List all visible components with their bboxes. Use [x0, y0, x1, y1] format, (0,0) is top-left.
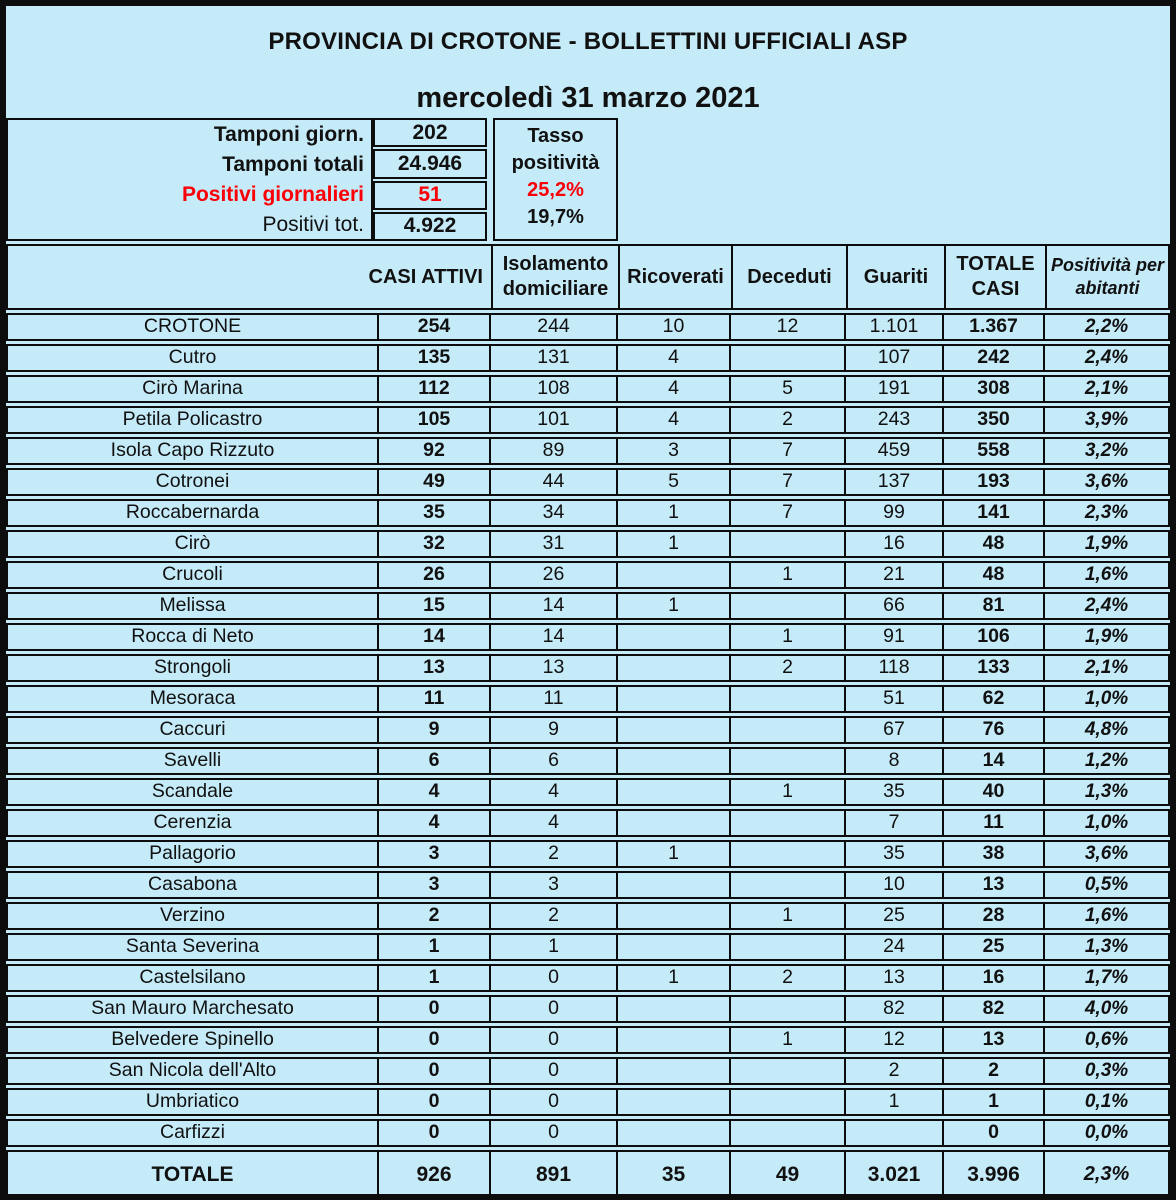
col-header-isolamento: Isolamento domiciliare: [491, 246, 618, 308]
totale-casi-cell: 76: [942, 718, 1043, 743]
table-row: [6, 747, 1170, 776]
ricoverati-cell: 4: [616, 346, 729, 371]
casi-attivi-cell: 254: [377, 315, 489, 340]
table-row: [6, 561, 1170, 590]
tasso-title-line2: positività: [511, 152, 600, 174]
table-total-row: [6, 1150, 1170, 1200]
ricoverati-cell: [616, 687, 729, 712]
casi-attivi-cell: 4: [377, 780, 489, 805]
guariti-cell: 118: [844, 656, 942, 681]
summary-label-tamponi-totali: Tamponi totali: [222, 153, 364, 177]
deceduti-cell: [729, 594, 844, 619]
municipality-cell: Carfizzi: [159, 1121, 225, 1144]
guariti-cell: 1: [844, 1090, 942, 1115]
casi-attivi-cell: 112: [377, 377, 489, 402]
casi-attivi-cell: 35: [377, 501, 489, 526]
casi-attivi-cell: 0: [377, 1059, 489, 1084]
summary-values: [373, 118, 487, 241]
guariti-cell: 82: [844, 997, 942, 1022]
deceduti-cell: [729, 346, 844, 371]
casi-attivi-cell: 0: [377, 997, 489, 1022]
isolamento-cell: 244: [489, 315, 616, 340]
totale-casi-cell: 25: [942, 935, 1043, 960]
deceduti-cell: 1: [729, 563, 844, 588]
summary-block: [6, 118, 1170, 241]
ricoverati-cell: [616, 1028, 729, 1053]
municipality-cell: Verzino: [159, 904, 226, 927]
deceduti-cell: [729, 718, 844, 743]
isolamento-cell: 0: [489, 1059, 616, 1084]
totale-casi-cell: 141: [942, 501, 1043, 526]
table-row: [6, 809, 1170, 838]
isolamento-cell: 11: [489, 687, 616, 712]
deceduti-cell: [729, 842, 844, 867]
guariti-cell: 35: [844, 780, 942, 805]
totale-casi-cell: 13: [942, 873, 1043, 898]
guariti-cell: 8: [844, 749, 942, 774]
deceduti-cell: 1: [729, 625, 844, 650]
positivita-cell: 1,0%: [1043, 687, 1168, 712]
total-positivita-cell: 2,3%: [1043, 1152, 1168, 1198]
ricoverati-cell: 1: [616, 842, 729, 867]
ricoverati-cell: [616, 997, 729, 1022]
col-header-guariti: Guariti: [846, 246, 944, 308]
deceduti-cell: [729, 1090, 844, 1115]
positivita-cell: 1,2%: [1043, 749, 1168, 774]
summary-label-positivi-giornalieri: Positivi giornalieri: [181, 182, 364, 206]
isolamento-cell: 0: [489, 1121, 616, 1146]
municipality-cell: Cirò Marina: [142, 377, 243, 400]
totale-casi-cell: 48: [942, 563, 1043, 588]
col-header-positivita: Positività per abitanti: [1045, 246, 1168, 308]
guariti-cell: 12: [844, 1028, 942, 1053]
total-label-cell: TOTALE: [151, 1162, 234, 1186]
positivita-cell: 0,3%: [1043, 1059, 1168, 1084]
deceduti-cell: 7: [729, 501, 844, 526]
deceduti-cell: 1: [729, 1028, 844, 1053]
municipality-cell: San Nicola dell'Alto: [108, 1059, 277, 1082]
deceduti-cell: [729, 1121, 844, 1146]
tasso-positivita-box: [493, 118, 618, 241]
municipality-cell: Cerenzia: [153, 811, 232, 834]
totale-casi-cell: 62: [942, 687, 1043, 712]
positivita-cell: 1,6%: [1043, 563, 1168, 588]
tasso-daily-rate: 25,2%: [527, 179, 584, 201]
table-row: [6, 1026, 1170, 1055]
isolamento-cell: 2: [489, 842, 616, 867]
positivita-cell: 1,0%: [1043, 811, 1168, 836]
totale-casi-cell: 350: [942, 408, 1043, 433]
table-row: [6, 499, 1170, 528]
table-row: [6, 344, 1170, 373]
casi-attivi-cell: 11: [377, 687, 489, 712]
municipality-cell: Savelli: [163, 749, 222, 772]
isolamento-cell: 14: [489, 594, 616, 619]
ricoverati-cell: [616, 749, 729, 774]
deceduti-cell: 7: [729, 439, 844, 464]
deceduti-cell: 7: [729, 470, 844, 495]
ricoverati-cell: 4: [616, 377, 729, 402]
totale-casi-cell: 28: [942, 904, 1043, 929]
ricoverati-cell: 5: [616, 470, 729, 495]
guariti-cell: 137: [844, 470, 942, 495]
casi-attivi-cell: 9: [377, 718, 489, 743]
table-row: [6, 654, 1170, 683]
ricoverati-cell: [616, 904, 729, 929]
totale-casi-cell: 38: [942, 842, 1043, 867]
guariti-cell: 13: [844, 966, 942, 991]
table-row: [6, 1119, 1170, 1148]
deceduti-cell: [729, 873, 844, 898]
table-row: [6, 1088, 1170, 1117]
ricoverati-cell: 1: [616, 966, 729, 991]
totale-casi-cell: 40: [942, 780, 1043, 805]
municipality-cell: Pallagorio: [149, 842, 236, 865]
deceduti-cell: [729, 935, 844, 960]
ricoverati-cell: [616, 1090, 729, 1115]
deceduti-cell: [729, 687, 844, 712]
isolamento-cell: 101: [489, 408, 616, 433]
municipality-cell: San Mauro Marchesato: [91, 997, 294, 1020]
casi-attivi-cell: 105: [377, 408, 489, 433]
positivita-cell: 2,4%: [1043, 346, 1168, 371]
municipality-cell: Rocca di Neto: [131, 625, 254, 648]
guariti-cell: 25: [844, 904, 942, 929]
summary-value-tamponi-giorn: 202: [373, 118, 487, 147]
cases-table: [6, 244, 1170, 1200]
municipality-cell: Petila Policastro: [122, 408, 263, 431]
casi-attivi-cell: 92: [377, 439, 489, 464]
table-row: [6, 902, 1170, 931]
isolamento-cell: 108: [489, 377, 616, 402]
municipality-cell: Scandale: [151, 780, 234, 803]
table-row: [6, 375, 1170, 404]
isolamento-cell: 31: [489, 532, 616, 557]
deceduti-cell: 2: [729, 966, 844, 991]
casi-attivi-cell: 4: [377, 811, 489, 836]
deceduti-cell: [729, 532, 844, 557]
positivita-cell: 1,9%: [1043, 625, 1168, 650]
positivita-cell: 3,9%: [1043, 408, 1168, 433]
casi-attivi-cell: 1: [377, 966, 489, 991]
positivita-cell: 0,6%: [1043, 1028, 1168, 1053]
guariti-cell: 7: [844, 811, 942, 836]
totale-casi-cell: 14: [942, 749, 1043, 774]
total-isolamento-cell: 891: [489, 1152, 616, 1198]
municipality-cell: Cutro: [168, 346, 217, 369]
positivita-cell: 1,6%: [1043, 904, 1168, 929]
municipality-cell: Roccabernarda: [125, 501, 260, 524]
totale-casi-cell: 242: [942, 346, 1043, 371]
totale-casi-cell: 1: [942, 1090, 1043, 1115]
table-row: [6, 933, 1170, 962]
ricoverati-cell: 3: [616, 439, 729, 464]
municipality-cell: Isola Capo Rizzuto: [110, 439, 275, 462]
casi-attivi-cell: 3: [377, 842, 489, 867]
ricoverati-cell: [616, 656, 729, 681]
positivita-cell: 1,3%: [1043, 780, 1168, 805]
deceduti-cell: 2: [729, 656, 844, 681]
totale-casi-cell: 82: [942, 997, 1043, 1022]
guariti-cell: 67: [844, 718, 942, 743]
totale-casi-cell: 81: [942, 594, 1043, 619]
casi-attivi-cell: 0: [377, 1121, 489, 1146]
ricoverati-cell: [616, 718, 729, 743]
positivita-cell: 0,5%: [1043, 873, 1168, 898]
deceduti-cell: [729, 811, 844, 836]
isolamento-cell: 0: [489, 1090, 616, 1115]
municipality-cell: Belvedere Spinello: [111, 1028, 274, 1051]
guariti-cell: 243: [844, 408, 942, 433]
guariti-cell: 459: [844, 439, 942, 464]
totale-casi-cell: 16: [942, 966, 1043, 991]
col-header-deceduti: Deceduti: [731, 246, 846, 308]
casi-attivi-cell: 15: [377, 594, 489, 619]
totale-casi-cell: 2: [942, 1059, 1043, 1084]
guariti-cell: [844, 1121, 942, 1146]
municipality-cell: Melissa: [159, 594, 226, 617]
isolamento-cell: 3: [489, 873, 616, 898]
positivita-cell: 4,8%: [1043, 718, 1168, 743]
table-row: [6, 1057, 1170, 1086]
bulletin-date: mercoledì 31 marzo 2021: [416, 82, 760, 114]
isolamento-cell: 0: [489, 997, 616, 1022]
totale-casi-cell: 308: [942, 377, 1043, 402]
col-header-totale-casi: TOTALE CASI: [944, 246, 1045, 308]
isolamento-cell: 34: [489, 501, 616, 526]
totale-casi-cell: 133: [942, 656, 1043, 681]
casi-attivi-cell: 14: [377, 625, 489, 650]
totale-casi-cell: 13: [942, 1028, 1043, 1053]
table-row: [6, 468, 1170, 497]
positivita-cell: 0,0%: [1043, 1121, 1168, 1146]
total-deceduti-cell: 49: [729, 1152, 844, 1198]
guariti-cell: 91: [844, 625, 942, 650]
isolamento-cell: 0: [489, 966, 616, 991]
positivita-cell: 2,3%: [1043, 501, 1168, 526]
col-header-ricoverati: Ricoverati: [618, 246, 731, 308]
table-row: [6, 592, 1170, 621]
municipality-cell: Strongoli: [154, 656, 231, 679]
positivita-cell: 2,1%: [1043, 377, 1168, 402]
guariti-cell: 35: [844, 842, 942, 867]
deceduti-cell: 1: [729, 904, 844, 929]
summary-value-positivi-giornalieri: 51: [373, 181, 487, 210]
total-totale-casi-cell: 3.996: [942, 1152, 1043, 1198]
isolamento-cell: 89: [489, 439, 616, 464]
positivita-cell: 3,2%: [1043, 439, 1168, 464]
totale-casi-cell: 0: [942, 1121, 1043, 1146]
casi-attivi-cell: 32: [377, 532, 489, 557]
casi-attivi-cell: 0: [377, 1090, 489, 1115]
casi-attivi-cell: 26: [377, 563, 489, 588]
ricoverati-cell: [616, 873, 729, 898]
total-guariti-cell: 3.021: [844, 1152, 942, 1198]
table-row: [6, 437, 1170, 466]
isolamento-cell: 4: [489, 780, 616, 805]
casi-attivi-cell: 2: [377, 904, 489, 929]
isolamento-cell: 6: [489, 749, 616, 774]
table-row: [6, 964, 1170, 993]
ricoverati-cell: 4: [616, 408, 729, 433]
isolamento-cell: 44: [489, 470, 616, 495]
isolamento-cell: 14: [489, 625, 616, 650]
positivita-cell: 1,9%: [1043, 532, 1168, 557]
table-row: [6, 313, 1170, 342]
guariti-cell: 99: [844, 501, 942, 526]
casi-attivi-cell: 135: [377, 346, 489, 371]
positivita-cell: 3,6%: [1043, 842, 1168, 867]
table-row: [6, 623, 1170, 652]
table-row: [6, 530, 1170, 559]
ricoverati-cell: [616, 1121, 729, 1146]
ricoverati-cell: 10: [616, 315, 729, 340]
guariti-cell: 191: [844, 377, 942, 402]
totale-casi-cell: 558: [942, 439, 1043, 464]
totale-casi-cell: 106: [942, 625, 1043, 650]
totale-casi-cell: 1.367: [942, 315, 1043, 340]
table-row: [6, 716, 1170, 745]
totale-casi-cell: 193: [942, 470, 1043, 495]
municipality-cell: Casabona: [148, 873, 237, 896]
deceduti-cell: 2: [729, 408, 844, 433]
ricoverati-cell: [616, 563, 729, 588]
casi-attivi-cell: 6: [377, 749, 489, 774]
totale-casi-cell: 11: [942, 811, 1043, 836]
deceduti-cell: [729, 749, 844, 774]
isolamento-cell: 13: [489, 656, 616, 681]
positivita-cell: 2,4%: [1043, 594, 1168, 619]
table-row: [6, 840, 1170, 869]
totale-casi-cell: 48: [942, 532, 1043, 557]
tasso-total-rate: 19,7%: [527, 206, 584, 228]
municipality-cell: Castelsilano: [139, 966, 246, 989]
table-header-row: [6, 244, 1170, 310]
municipality-cell: Mesoraca: [149, 687, 236, 710]
summary-labels: [6, 118, 373, 241]
title-block: [6, 6, 1170, 118]
isolamento-cell: 26: [489, 563, 616, 588]
ricoverati-cell: [616, 811, 729, 836]
guariti-cell: 16: [844, 532, 942, 557]
municipality-cell: Cirò: [174, 532, 211, 555]
ricoverati-cell: 1: [616, 532, 729, 557]
deceduti-cell: 5: [729, 377, 844, 402]
municipality-cell: Crucoli: [162, 563, 223, 586]
isolamento-cell: 0: [489, 1028, 616, 1053]
municipality-cell: Cotronei: [155, 470, 230, 493]
guariti-cell: 10: [844, 873, 942, 898]
positivita-cell: 1,7%: [1043, 966, 1168, 991]
summary-label-positivi-tot: Positivi tot.: [262, 212, 364, 236]
positivita-cell: 1,3%: [1043, 935, 1168, 960]
casi-attivi-cell: 13: [377, 656, 489, 681]
positivita-cell: 3,6%: [1043, 470, 1168, 495]
positivita-cell: 4,0%: [1043, 997, 1168, 1022]
deceduti-cell: [729, 997, 844, 1022]
table-row: [6, 778, 1170, 807]
positivita-cell: 2,2%: [1043, 315, 1168, 340]
guariti-cell: 21: [844, 563, 942, 588]
guariti-cell: 66: [844, 594, 942, 619]
total-ricoverati-cell: 35: [616, 1152, 729, 1198]
summary-label-tamponi-giorn: Tamponi giorn.: [213, 123, 364, 147]
isolamento-cell: 1: [489, 935, 616, 960]
isolamento-cell: 4: [489, 811, 616, 836]
ricoverati-cell: [616, 625, 729, 650]
guariti-cell: 1.101: [844, 315, 942, 340]
municipality-cell: CROTONE: [143, 315, 242, 338]
casi-attivi-cell: 49: [377, 470, 489, 495]
casi-attivi-cell: 3: [377, 873, 489, 898]
col-header-casi-attivi: CASI ATTIVI: [368, 265, 483, 288]
ricoverati-cell: [616, 1059, 729, 1084]
positivita-cell: 0,1%: [1043, 1090, 1168, 1115]
table-row: [6, 406, 1170, 435]
isolamento-cell: 2: [489, 904, 616, 929]
table-row: [6, 685, 1170, 714]
guariti-cell: 51: [844, 687, 942, 712]
municipality-cell: Santa Severina: [125, 935, 260, 958]
summary-value-tamponi-totali: 24.946: [373, 149, 487, 178]
page-title: PROVINCIA DI CROTONE - BOLLETTINI UFFICIALI ASP: [268, 28, 908, 55]
table-body: [6, 313, 1170, 1148]
guariti-cell: 24: [844, 935, 942, 960]
municipality-cell: Caccuri: [159, 718, 226, 741]
guariti-cell: 107: [844, 346, 942, 371]
total-casi-attivi-cell: 926: [377, 1152, 489, 1198]
casi-attivi-cell: 1: [377, 935, 489, 960]
ricoverati-cell: [616, 935, 729, 960]
guariti-cell: 2: [844, 1059, 942, 1084]
summary-value-positivi-tot: 4.922: [373, 212, 487, 241]
table-row: [6, 995, 1170, 1024]
municipality-cell: Umbriatico: [145, 1090, 240, 1113]
table-row: [6, 871, 1170, 900]
ricoverati-cell: [616, 780, 729, 805]
ricoverati-cell: 1: [616, 594, 729, 619]
deceduti-cell: [729, 1059, 844, 1084]
casi-attivi-cell: 0: [377, 1028, 489, 1053]
ricoverati-cell: 1: [616, 501, 729, 526]
tasso-title-line1: Tasso: [527, 125, 584, 147]
positivita-cell: 2,1%: [1043, 656, 1168, 681]
deceduti-cell: 12: [729, 315, 844, 340]
deceduti-cell: 1: [729, 780, 844, 805]
isolamento-cell: 9: [489, 718, 616, 743]
isolamento-cell: 131: [489, 346, 616, 371]
